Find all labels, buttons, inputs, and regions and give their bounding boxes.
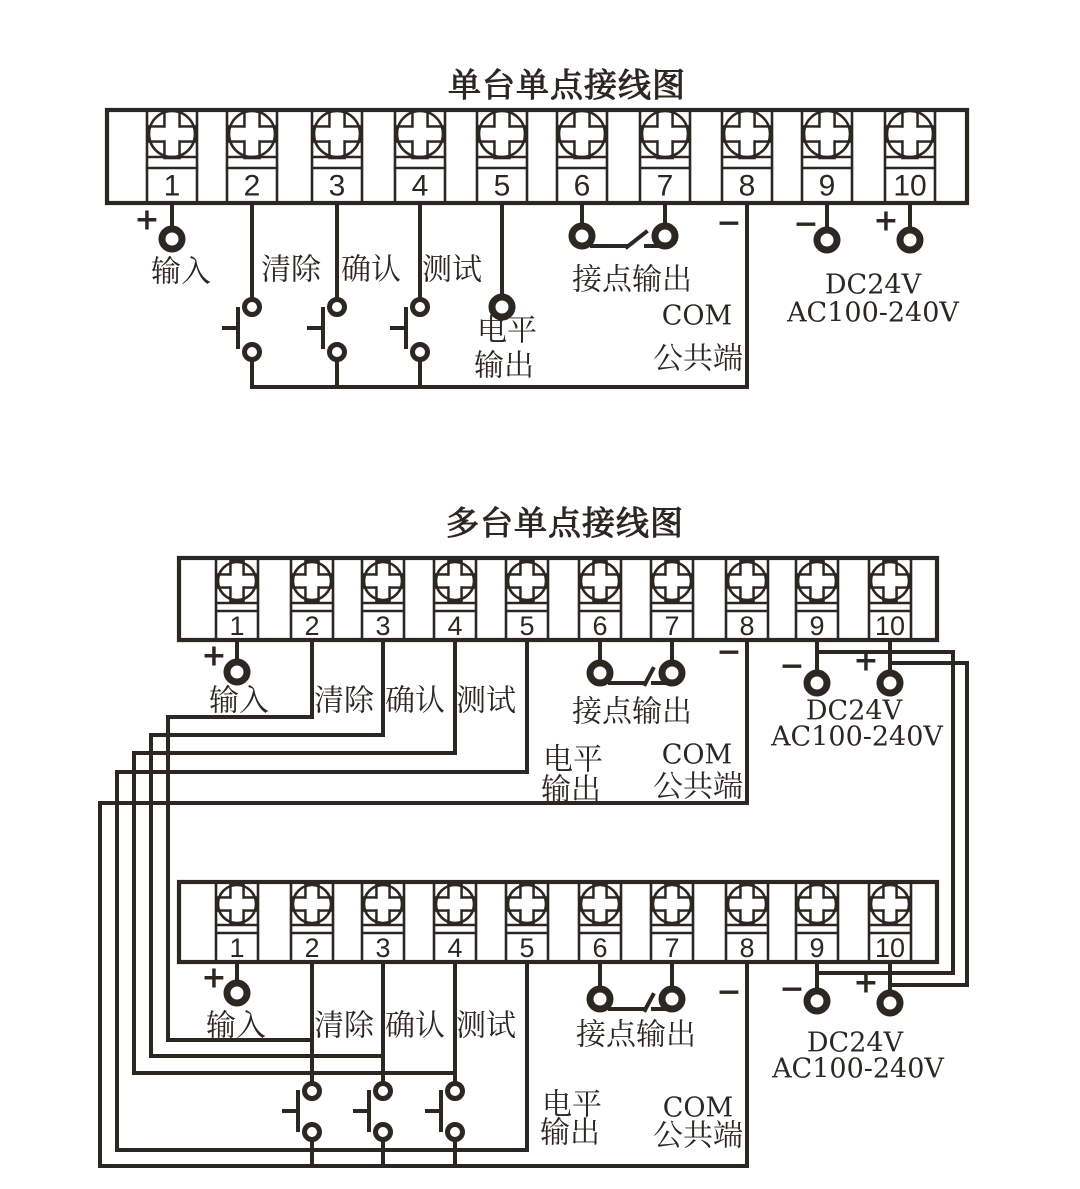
screw-cross-icon (522, 562, 532, 599)
label-level-output-line2: 输出 (474, 348, 534, 384)
single-block-terminal-number: 8 (738, 169, 756, 203)
label-input: 输入 (206, 1008, 266, 1044)
connection-circle-contact-a (590, 663, 610, 683)
push-button-contact (305, 1084, 320, 1099)
label-com: COM (661, 739, 733, 771)
push-button-contact (448, 1084, 463, 1099)
screw-cross-icon (246, 111, 258, 156)
screw-cross-icon (742, 885, 752, 922)
push-button-contact (376, 1084, 391, 1099)
push-button-contact (376, 1125, 391, 1140)
screw-cross-icon (232, 885, 242, 922)
label-test: 测试 (422, 252, 482, 288)
screw-cross-icon (307, 562, 317, 599)
label-com: COM (661, 300, 733, 332)
connection-circle-contact-b (662, 989, 682, 1009)
label-power-line2: AC100-240V (787, 297, 959, 329)
single-block-terminal-number: 7 (656, 169, 674, 203)
screw-cross-icon (741, 111, 753, 156)
screw-cross-icon (742, 562, 752, 599)
connection-circle-contact-a (590, 989, 610, 1009)
single-block-terminal-number: 2 (243, 169, 261, 203)
label-level-output-line2: 输出 (541, 772, 601, 808)
multi-unit1-block-terminal-number: 3 (375, 611, 391, 641)
switch-contact-icon (627, 232, 646, 247)
screw-cross-icon (496, 111, 508, 156)
label-level-output-line2: 输出 (540, 1115, 600, 1151)
multi-unit2-block-terminal-number: 4 (447, 933, 463, 963)
multi-unit2-block-terminal-number: 6 (592, 933, 608, 963)
multi-unit2-block-terminal-number: 8 (739, 933, 755, 963)
label-power-line2: AC100-240V (771, 721, 943, 753)
connection-circle-power-plus (880, 993, 900, 1013)
multi-unit1-block-terminal-number: 7 (664, 611, 680, 641)
screw-cross-icon (378, 562, 388, 599)
screw-cross-icon (378, 885, 388, 922)
label-confirm: 确认 (341, 252, 401, 288)
multi-unit1-block-terminal-number: 6 (592, 611, 608, 641)
diagram-title-single: 单台单点接线图 (448, 66, 686, 104)
single-block-terminal-number: 6 (573, 169, 591, 203)
multi-unit2-block-terminal-number: 3 (375, 933, 391, 963)
push-button-contact (413, 300, 428, 315)
label-power-plus: + (873, 203, 899, 239)
screw-cross-icon (522, 885, 532, 922)
push-button-contact (245, 345, 260, 360)
multi-unit1-block-terminal-number: 5 (519, 611, 535, 641)
single-block-terminal-number: 3 (328, 169, 346, 203)
label-level-output-line1: 电平 (542, 1087, 602, 1123)
screw-cross-icon (232, 562, 242, 599)
screw-cross-icon (812, 562, 822, 599)
push-button-contact (245, 300, 260, 315)
multi-unit1-block-terminal-number: 2 (304, 611, 320, 641)
connection-circle-contact-b (662, 663, 682, 683)
connection-circle-input (227, 662, 247, 682)
label-input: 输入 (151, 254, 211, 290)
label-input-plus: + (134, 202, 160, 238)
label-com-cn: 公共端 (653, 341, 743, 377)
single-block-terminal-number: 1 (163, 169, 181, 203)
diagram-title-multi: 多台单点接线图 (446, 504, 684, 542)
single-block-terminal-number: 5 (493, 169, 511, 203)
label-com-minus: − (716, 634, 742, 670)
connection-circle-power-minus (807, 991, 827, 1011)
label-power-minus: − (779, 971, 805, 1007)
label-com-cn: 公共端 (653, 1118, 743, 1154)
label-contact-output: 接点输出 (572, 694, 692, 730)
label-clear: 清除 (314, 1008, 374, 1044)
label-test: 测试 (456, 683, 516, 719)
screw-cross-icon (450, 562, 460, 599)
label-power-line2: AC100-240V (772, 1053, 944, 1085)
label-power-line1: DC24V (805, 695, 903, 727)
multi-unit2-block-terminal-number: 10 (874, 933, 906, 963)
screw-cross-icon (576, 111, 588, 156)
connection-circle-contact-a (572, 226, 592, 246)
multi-unit1-block-terminal-number: 9 (809, 611, 825, 641)
push-button-contact (305, 1125, 320, 1140)
multi-unit1-block-terminal-number: 4 (447, 611, 463, 641)
screw-cross-icon (885, 562, 895, 599)
label-input-plus: + (201, 638, 227, 674)
label-power-line1: DC24V (806, 1027, 904, 1059)
label-power-plus: + (853, 643, 879, 679)
label-com-minus: − (716, 974, 742, 1010)
multi-unit2-block-terminal-number: 9 (809, 933, 825, 963)
connection-circle-power-minus (817, 230, 837, 250)
screw-cross-icon (821, 111, 833, 156)
label-clear: 清除 (261, 252, 321, 288)
label-com-cn: 公共端 (653, 769, 743, 805)
label-com-minus: − (716, 205, 742, 241)
push-button-contact (330, 345, 345, 360)
push-button-contact (448, 1125, 463, 1140)
label-confirm: 确认 (385, 1008, 445, 1044)
label-com: COM (662, 1092, 734, 1124)
label-power-plus: + (853, 965, 879, 1001)
label-power-line1: DC24V (824, 269, 922, 301)
single-block-terminal-number: 4 (411, 169, 429, 203)
screw-cross-icon (667, 562, 677, 599)
connection-circle-power-plus (880, 673, 900, 693)
screw-cross-icon (166, 111, 178, 156)
screw-cross-icon (659, 111, 671, 156)
multi-unit2-block-terminal-number: 5 (519, 933, 535, 963)
label-power-minus: − (779, 648, 805, 684)
multi-unit1-block-terminal-number: 8 (739, 611, 755, 641)
screw-cross-icon (595, 885, 605, 922)
connection-circle-power-plus (900, 230, 920, 250)
screw-cross-icon (595, 562, 605, 599)
label-level-output-line1: 电平 (543, 742, 603, 778)
connection-circle-input (162, 229, 182, 249)
label-power-minus: − (793, 206, 819, 242)
push-button-contact (413, 345, 428, 360)
multi-unit1-block-terminal-number: 1 (229, 611, 245, 641)
label-test: 测试 (456, 1008, 516, 1044)
screw-cross-icon (331, 111, 343, 156)
label-input-plus: + (201, 960, 227, 996)
label-contact-output: 接点输出 (576, 1017, 696, 1053)
multi-unit2-block-terminal-number: 7 (664, 933, 680, 963)
label-input: 输入 (209, 683, 269, 719)
connection-circle-power-minus (807, 673, 827, 693)
single-block-terminal-number: 9 (818, 169, 836, 203)
single-block-terminal-number: 10 (893, 169, 927, 203)
multi-unit2-block-terminal-number: 1 (229, 933, 245, 963)
label-clear: 清除 (314, 683, 374, 719)
connection-circle-contact-b (655, 226, 675, 246)
push-button-contact (330, 300, 345, 315)
screw-cross-icon (307, 885, 317, 922)
screw-cross-icon (904, 111, 916, 156)
screw-cross-icon (885, 885, 895, 922)
multi-unit1-block-terminal-number: 10 (874, 611, 906, 641)
label-confirm: 确认 (385, 683, 445, 719)
screw-cross-icon (812, 885, 822, 922)
screw-cross-icon (414, 111, 426, 156)
screw-cross-icon (667, 885, 677, 922)
screw-cross-icon (450, 885, 460, 922)
label-level-output-line1: 电平 (477, 313, 537, 349)
label-contact-output: 接点输出 (572, 262, 692, 298)
connection-circle-input (227, 983, 247, 1003)
multi-unit2-block-terminal-number: 2 (304, 933, 320, 963)
